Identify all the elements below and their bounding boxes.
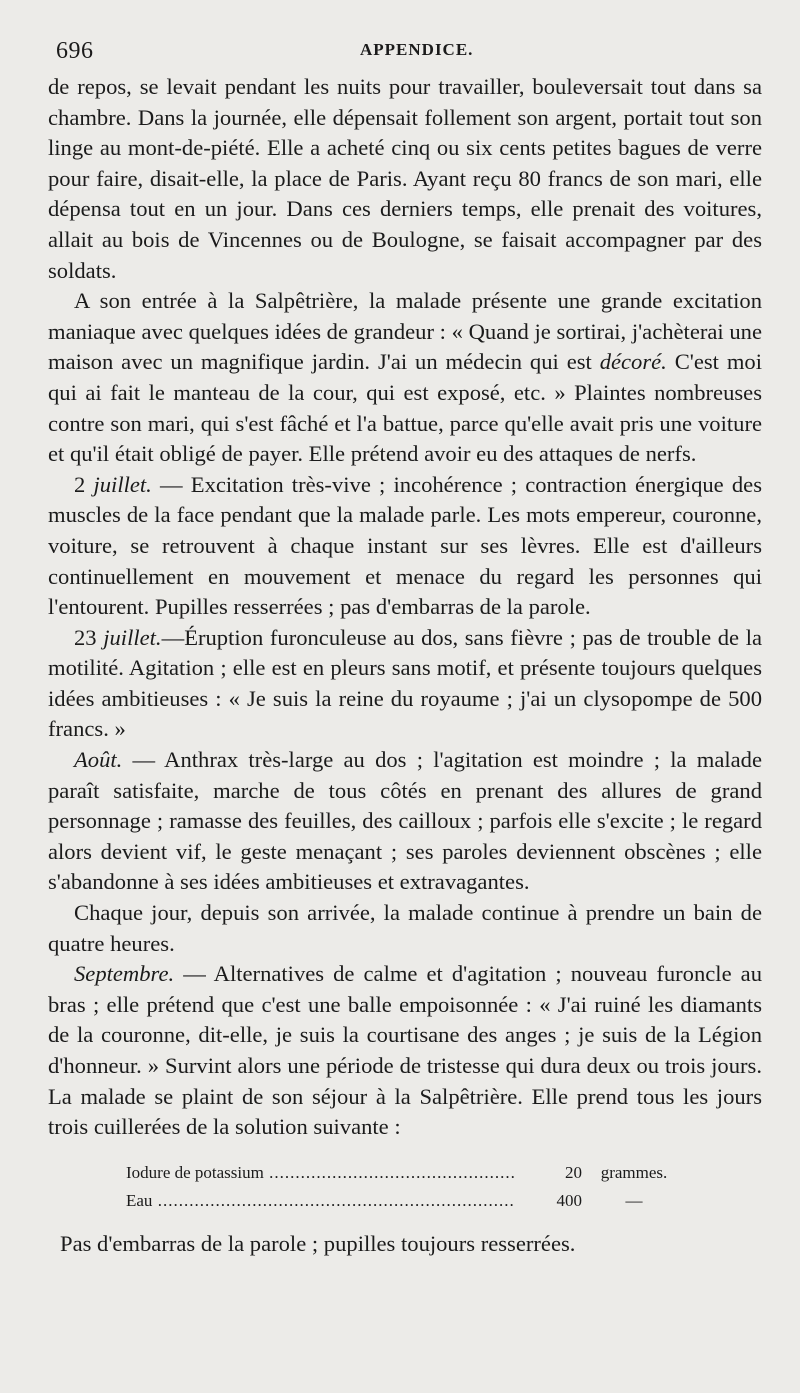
paragraph-aout: [48, 745, 762, 898]
formula-row: [126, 1159, 686, 1187]
body-text: [48, 72, 762, 1143]
paragraph-text: Chaque jour, depuis son arrivée, la malade continue à prendre un bain de quatre heures.: [48, 900, 762, 956]
paragraph-text-part: C'est moi qui ai fait le manteau de la cour, qui est exposé, etc. » Plaintes nombreuses contre son mari, qui s'est fâché et l'a battue, parce qu'elle avait pris une voiture et qu'il était obligé de payer. Elle prétend avoir eu des attaques de nerfs.: [48, 349, 763, 467]
date-label: Août.: [74, 747, 123, 773]
paragraph-text: de repos, se levait pendant les nuits pour travailler, bouleversait tout dans sa chambre. Dans la journée, elle dépensait follement son argent, portait tout son linge au mont-de-piété. Elle a acheté cinq ou six cents petites bagues de verre pour faire, disait-elle, la place de Paris. Ayant reçu 80 francs de son mari, elle dépensa tout en un jour. Dans ces derniers temps, elle prenait des voitures, allait au bois de Vincennes ou de Boulogne, se faisait accompagner par des soldats.: [48, 74, 762, 283]
date-label: juillet.: [103, 624, 162, 650]
final-line: Pas d'embarras de la parole ; pupilles toujours resserrées.: [60, 1230, 576, 1256]
ingredient-name: Iodure de potassium .....: [126, 1159, 514, 1187]
date-label: juillet.: [93, 471, 152, 497]
paragraph-23-juillet: [48, 623, 762, 745]
paragraph-text: — Excitation très-vive ; incohérence ; contraction énergique des muscles de la face pendant que la malade parle. Les mots empereur, couronne, voiture, se retrouvent à chaque instant sur ses lèvres. Elle est d'ailleurs continuellement en mouvement et menace du regard les personnes qui l'entourent. Pupilles resserrées ; pas d'embarras de la parole.: [48, 471, 762, 620]
paragraph-text: — Anthrax très-large au dos ; l'agitation est moindre ; la malade paraît satisfaite, marche de tous côtés en prenant des allures de grand personnage ; ramasse des feuilles, des cailloux ; parfois elle s'excite ; le regard alors devient vif, le geste menaçant ; ses paroles deviennent obscènes ; elle s'abandonne à ses idées ambitieuses et extravagantes.: [48, 747, 762, 895]
running-head: APPENDICE.: [360, 40, 474, 59]
page-number: 696: [56, 38, 94, 64]
date-label: Septembre.: [74, 961, 175, 987]
paragraph-bain: [48, 898, 762, 959]
paragraph-admission: [48, 286, 762, 470]
formula-row: [126, 1187, 686, 1215]
paragraph-text: —Éruption furonculeuse au dos, sans fièvre ; pas de trouble de la motilité. Agitation ; elle est en pleurs sans motif, et présente toujours quelques idées ambitieuses : « Je suis la reine du royaume ; j'ai un clysopompe de 500 francs. »: [48, 624, 762, 742]
paragraph-2-juillet: [48, 470, 762, 623]
ingredient-unit: —: [625, 1190, 643, 1210]
paragraph-text: — Alternatives de calme et d'agitation ; nouveau furoncle au bras ; elle prétend que c'est une balle empoisonnée : « J'ai ruiné les diamants de la couronne, dit-elle, je suis la courtisane des anges ; je suis de la Légion d'honneur. » Survint alors une période de tristesse qui dura deux ou trois jours. La malade se plaint de son séjour à la Salpêtrière. Elle prend tous les jours trois cuillerées de la solution suivante :: [48, 961, 762, 1140]
paragraph-continuation: [48, 72, 762, 286]
paragraph-text-part: A son entrée à la Salpêtrière, la malade présente une grande excitation maniaque avec quelques idées de grandeur : « Quand je sortirai, j'achèterai une maison avec un magnifique jardin. J'ai un médecin qui est: [48, 288, 762, 375]
ingredient-unit: grammes.: [600, 1162, 668, 1182]
date-number: 2: [74, 471, 94, 497]
paragraph-septembre: [48, 959, 762, 1143]
italic-word: décoré.: [599, 349, 667, 375]
prescription-formula: [126, 1159, 762, 1215]
date-number: 23: [74, 624, 104, 650]
page-header: [48, 28, 762, 72]
ingredient-quantity: 20: [565, 1162, 582, 1182]
ingredient-name: Eau .....: [126, 1187, 514, 1215]
ingredient-quantity: 400: [556, 1190, 582, 1210]
